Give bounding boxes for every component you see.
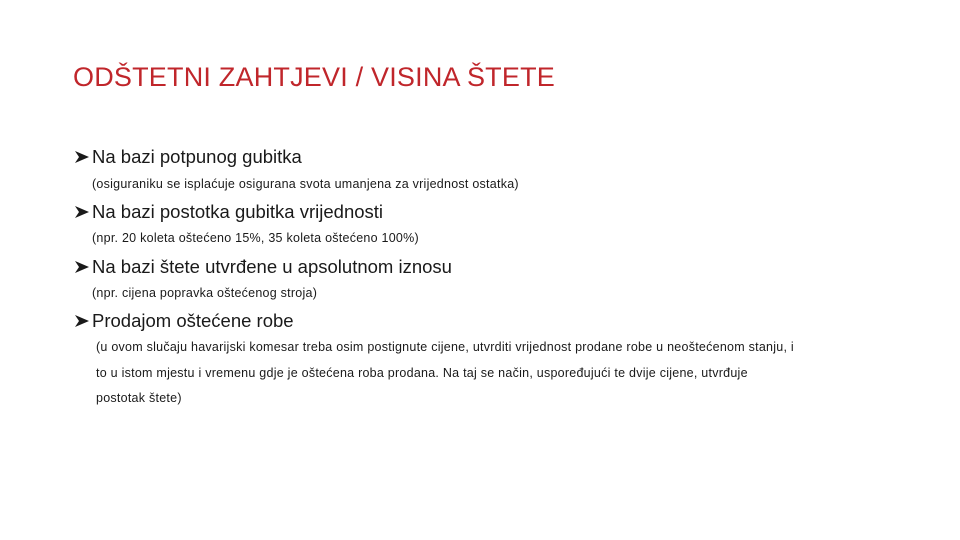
arrow-bullet-icon bbox=[74, 313, 90, 329]
arrow-bullet-icon bbox=[74, 149, 90, 165]
bullet-note: (npr. cijena popravka oštećenog stroja) bbox=[92, 286, 318, 300]
bullet-heading: Na bazi postotka gubitka vrijednosti bbox=[92, 201, 384, 222]
bullet-note-line: (u ovom slučaju havarijski komesar treba osim postignute cijene, utvrditi vrijednost prodane robe u neoštećenom stanju, i bbox=[96, 340, 794, 354]
bullet-note-line: postotak štete) bbox=[96, 391, 182, 405]
arrow-bullet-icon bbox=[74, 259, 90, 275]
bullet-heading: Na bazi potpunog gubitka bbox=[92, 146, 302, 167]
bullet-item-damaged-goods-sale bbox=[74, 310, 294, 332]
bullet-item-total-loss bbox=[74, 146, 302, 168]
bullet-item-absolute-amount bbox=[74, 256, 452, 278]
arrow-bullet-icon bbox=[74, 204, 90, 220]
bullet-note-line: to u istom mjestu i vremenu gdje je oštećena roba prodana. Na taj se način, uspoređujući te dvije cijene, utvrđuje bbox=[96, 366, 748, 380]
slide-title: ODŠTETNI ZAHTJEVI / VISINA ŠTETE bbox=[73, 62, 555, 92]
bullet-note: (osiguraniku se isplaćuje osigurana svota umanjena za vrijednost ostatka) bbox=[92, 177, 519, 191]
bullet-heading: Prodajom oštećene robe bbox=[92, 310, 294, 331]
bullet-note: (npr. 20 koleta oštećeno 15%, 35 koleta oštećeno 100%) bbox=[92, 231, 419, 245]
bullet-heading: Na bazi štete utvrđene u apsolutnom iznosu bbox=[92, 256, 452, 277]
bullet-item-percentage-loss bbox=[74, 201, 383, 223]
